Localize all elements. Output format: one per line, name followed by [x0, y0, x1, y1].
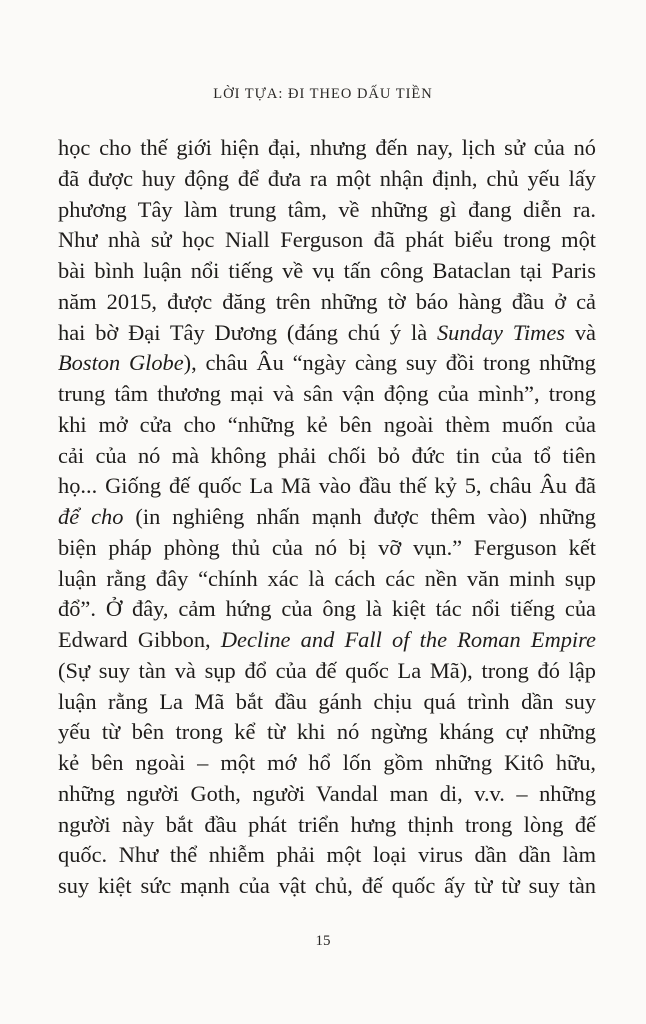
- text-segment: luận rằng đây “chính xác là cách các nền văn minh sụp: [58, 565, 596, 591]
- text-line: [58, 379, 596, 410]
- text-segment: suy kiệt sức mạnh của vật chủ, đế quốc ấy từ từ suy tàn: [58, 873, 596, 898]
- text-segment: Edward Gibbon,: [58, 627, 221, 652]
- text-line: [58, 441, 596, 472]
- text-line: [58, 502, 596, 533]
- text-segment: (Sự suy tàn và sụp đổ của đế quốc La Mã), trong đó lập: [58, 657, 596, 683]
- text-segment: những người Goth, người Vandal man di, v.v. – những: [58, 780, 596, 806]
- text-segment: năm 2015, được đăng trên những tờ báo hàng đầu ở cả: [58, 288, 596, 314]
- text-line: [58, 225, 596, 256]
- text-line: [58, 717, 596, 748]
- text-line: [58, 871, 596, 902]
- text-segment: đã được huy động để đưa ra một nhận định, chủ yếu lấy: [58, 165, 596, 191]
- text-segment: bài bình luận nổi tiếng về vụ tấn công Bataclan tại Paris: [58, 258, 596, 283]
- text-line: [58, 594, 596, 625]
- text-segment: họ... Giống đế quốc La Mã vào đầu thế kỷ 5, châu Âu đã: [58, 473, 596, 499]
- text-line: [58, 779, 596, 810]
- page-number: 15: [315, 933, 331, 949]
- text-segment: luận rằng La Mã bắt đầu gánh chịu quá trình dần suy: [58, 688, 596, 714]
- text-segment: biện pháp phòng thủ của nó bị vỡ vụn.” Ferguson kết: [58, 534, 596, 560]
- body-text: [58, 133, 596, 902]
- text-line: [58, 287, 596, 318]
- text-line: [58, 471, 596, 502]
- text-line: [58, 748, 596, 779]
- text-segment: học cho thế giới hiện đại, nhưng đến nay, lịch sử của nó: [58, 135, 596, 160]
- text-segment: khi mở cửa cho “những kẻ bên ngoài thèm muốn của: [58, 411, 596, 437]
- text-segment: cải của nó mà không phải chối bỏ đức tin của tổ tiên: [58, 442, 596, 468]
- text-line: [58, 195, 596, 226]
- text-segment: ), châu Âu “ngày càng suy đồi trong những: [183, 350, 596, 376]
- text-segment: và: [565, 319, 596, 345]
- text-segment: kẻ bên ngoài – một mớ hổ lốn gồm những Kitô hữu,: [58, 750, 596, 775]
- text-line: [58, 410, 596, 441]
- text-line: [58, 687, 596, 718]
- text-segment: yếu từ bên trong kể từ khi nó ngừng kháng cự những: [58, 719, 596, 745]
- text-line: [58, 840, 596, 871]
- text-line: [58, 133, 596, 164]
- text-line: [58, 533, 596, 564]
- italic-text-segment: để cho: [58, 504, 124, 529]
- text-segment: trung tâm thương mại và sân vận động của mình”, trong: [58, 381, 596, 406]
- text-segment: quốc. Như thể nhiễm phải một loại virus dần dần làm: [58, 842, 596, 868]
- italic-text-segment: Boston Globe: [58, 350, 184, 376]
- text-line: [58, 348, 596, 379]
- running-header: LỜI TỰA: ĐI THEO DẤU TIỀN: [213, 86, 433, 102]
- text-line: [58, 656, 596, 687]
- text-segment: hai bờ Đại Tây Dương (đáng chú ý là: [58, 319, 437, 345]
- text-line: [58, 625, 596, 656]
- text-line: [58, 256, 596, 287]
- text-segment: Như nhà sử học Niall Ferguson đã phát biểu trong một: [58, 227, 596, 253]
- text-line: [58, 318, 596, 349]
- text-segment: người này bắt đầu phát triển hưng thịnh trong lòng đế: [58, 811, 596, 837]
- italic-text-segment: Decline and Fall of the Roman Empire: [220, 627, 596, 652]
- text-line: [58, 164, 596, 195]
- text-line: [58, 810, 596, 841]
- text-segment: phương Tây làm trung tâm, về những gì đang diễn ra.: [58, 196, 596, 222]
- text-segment: (in nghiêng nhấn mạnh được thêm vào) những: [123, 504, 597, 529]
- text-line: [58, 564, 596, 595]
- italic-text-segment: Sunday Times: [436, 319, 566, 345]
- text-segment: đổ”. Ở đây, cảm hứng của ông là kiệt tác nổi tiếng của: [58, 596, 596, 622]
